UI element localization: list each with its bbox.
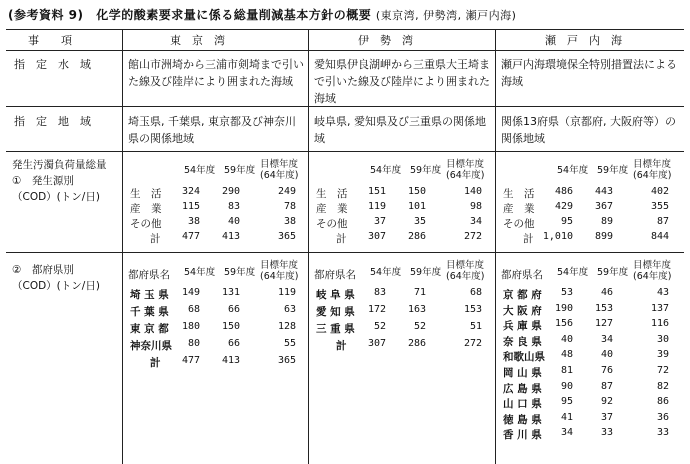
prefecture-value: 68 <box>469 287 482 298</box>
region-tokyo: 埼玉県, 千葉県, 東京都及び神奈川県の関係地域 <box>128 115 296 145</box>
source-value: 34 <box>469 216 482 227</box>
region-seto: 関係13府県（京都府, 大阪府等）の関係地域 <box>501 115 676 145</box>
prefecture-name: 徳 島 県 <box>503 413 542 426</box>
prefecture-value: 90 <box>560 380 573 392</box>
prefecture-name-header: 都府県名 <box>314 269 356 281</box>
prefecture-value: 53 <box>560 287 573 298</box>
prefecture-name: 埼 玉 県 <box>130 289 169 301</box>
source-category: その他 <box>316 218 348 230</box>
prefecture-value: 190 <box>554 302 573 314</box>
prefecture-value: 40 <box>560 333 573 345</box>
prefecture-value: 34 <box>600 333 613 345</box>
prefecture-value: 52 <box>373 321 386 332</box>
source-value: 367 <box>594 201 613 212</box>
prefecture-value: 33 <box>600 427 613 439</box>
source-category: 産 業 <box>316 203 348 215</box>
year-59-header: 59年度 <box>597 165 629 176</box>
prefecture-value: 413 <box>221 355 240 366</box>
prefecture-value: 95 <box>560 396 573 408</box>
table-top-border <box>6 29 684 30</box>
source-category: 計 <box>523 233 534 245</box>
prefecture-value: 48 <box>560 349 573 361</box>
prefecture-name: 計 <box>336 340 347 352</box>
prefecture-value: 66 <box>227 304 240 315</box>
prefecture-value: 150 <box>221 321 240 332</box>
source-category: 産 業 <box>130 203 162 215</box>
source-value: 150 <box>407 186 426 197</box>
prefecture-name: 愛 知 県 <box>316 306 355 318</box>
target-year-sub-header: (64年度) <box>446 170 485 181</box>
target-year-sub-header: (64年度) <box>633 271 672 282</box>
region-bottom-border <box>6 151 684 152</box>
header-item: 事 項 <box>28 34 72 47</box>
prefecture-name: 大 阪 府 <box>503 304 542 317</box>
water-area-ise: 愛知県伊良湖岬から三重県大王埼まで引いた線及び陸岸により囲まれた海域 <box>314 58 490 105</box>
target-year-header: 目標年度 <box>446 159 485 170</box>
source-value: 324 <box>181 186 200 197</box>
target-year-header: 目標年度 <box>633 260 672 271</box>
prefecture-value: 307 <box>367 338 386 349</box>
source-value: 95 <box>560 216 573 227</box>
prefecture-value: 477 <box>181 355 200 366</box>
target-year-header: 目標年度 <box>446 260 485 271</box>
source-category: 生 活 <box>316 188 348 200</box>
prefecture-value: 40 <box>600 349 613 361</box>
source-value: 119 <box>367 201 386 212</box>
year-59-header: 59年度 <box>224 267 256 278</box>
water-area-seto: 瀬戸内海環境保全特別措置法による海域 <box>501 58 677 88</box>
source-category: 生 活 <box>503 188 535 200</box>
prefecture-value: 163 <box>407 304 426 315</box>
prefecture-name: 奈 良 県 <box>503 335 542 348</box>
prefecture-value: 272 <box>463 338 482 349</box>
water-area-label: 指 定 水 域 <box>14 58 91 71</box>
prefecture-value: 137 <box>650 302 669 314</box>
source-label-3: （COD）(トン/日) <box>12 191 100 203</box>
header-bottom-border <box>6 50 684 51</box>
prefecture-label-1: ② 都府県別 <box>12 264 74 276</box>
prefecture-name: 香 川 県 <box>503 429 542 442</box>
prefecture-name: 計 <box>150 357 161 369</box>
prefecture-value: 46 <box>600 287 613 298</box>
prefecture-value: 149 <box>181 287 200 298</box>
prefecture-value: 68 <box>187 304 200 315</box>
prefecture-value: 127 <box>594 318 613 330</box>
target-year-sub-header: (64年度) <box>633 170 672 181</box>
prefecture-name: 神奈川県 <box>130 340 172 352</box>
year-59-header: 59年度 <box>410 267 442 278</box>
prefecture-value: 80 <box>187 338 200 349</box>
source-label-2: ① 発生源別 <box>12 175 74 187</box>
target-year-header: 目標年度 <box>260 159 299 170</box>
source-category: 計 <box>336 233 347 245</box>
prefecture-name: 千 葉 県 <box>130 306 169 318</box>
source-value: 307 <box>367 231 386 242</box>
prefecture-name: 兵 庫 県 <box>503 320 542 333</box>
prefecture-value: 41 <box>560 411 573 423</box>
source-value: 290 <box>221 186 240 197</box>
prefecture-value: 39 <box>656 349 669 361</box>
water-area-tokyo: 館山市洲埼から三浦市剣埼まで引いた線及び陸岸により囲まれた海域 <box>128 58 304 88</box>
source-value: 83 <box>227 201 240 212</box>
source-category: その他 <box>503 218 535 230</box>
prefecture-value: 365 <box>277 355 296 366</box>
prefecture-name: 岡 山 県 <box>503 367 542 379</box>
source-value: 98 <box>469 201 482 212</box>
prefecture-name: 山 口 県 <box>503 398 542 411</box>
prefecture-name: 岐 阜 県 <box>316 289 355 301</box>
source-value: 40 <box>227 216 240 227</box>
source-value: 477 <box>181 231 200 242</box>
source-value: 38 <box>283 216 296 227</box>
year-54-header: 54年度 <box>370 267 402 278</box>
document-title <box>8 6 516 23</box>
source-value: 286 <box>407 231 426 242</box>
title-main: 化学的酸素要求量に係る総量削減基本方針の概要 <box>96 8 372 22</box>
prefecture-value: 153 <box>463 304 482 315</box>
prefecture-name: 和歌山県 <box>503 351 545 364</box>
prefecture-value: 33 <box>656 427 669 439</box>
prefecture-value: 52 <box>413 321 426 332</box>
prefecture-name: 広 島 県 <box>503 382 542 395</box>
prefecture-name: 三 重 県 <box>316 323 355 335</box>
prefecture-value: 119 <box>277 287 296 298</box>
header-seto-inland-sea: 瀬 戸 内 海 <box>545 34 622 47</box>
prefecture-value: 156 <box>554 318 573 330</box>
column-divider-1 <box>122 29 123 464</box>
prefecture-value: 34 <box>560 427 573 439</box>
source-value: 37 <box>373 216 386 227</box>
region-label: 指 定 地 域 <box>14 115 91 128</box>
prefecture-value: 172 <box>367 304 386 315</box>
source-value: 151 <box>367 186 386 197</box>
source-value: 140 <box>463 186 482 197</box>
prefecture-name-header: 都府県名 <box>128 269 170 281</box>
source-label-1: 発生汚濁負荷量総量 <box>12 159 107 171</box>
source-value: 272 <box>463 231 482 242</box>
target-year-sub-header: (64年度) <box>260 271 299 282</box>
source-value: 89 <box>600 216 613 227</box>
prefecture-value: 153 <box>594 302 613 314</box>
source-value: 443 <box>594 186 613 197</box>
prefecture-value: 37 <box>600 411 613 423</box>
source-value: 413 <box>221 231 240 242</box>
prefecture-value: 180 <box>181 321 200 332</box>
prefecture-name-header: 都府県名 <box>501 269 543 281</box>
source-value: 249 <box>277 186 296 197</box>
prefecture-value: 128 <box>277 321 296 332</box>
source-value: 78 <box>283 201 296 212</box>
source-value: 402 <box>650 186 669 197</box>
year-59-header: 59年度 <box>410 165 442 176</box>
year-59-header: 59年度 <box>224 165 256 176</box>
source-value: 101 <box>407 201 426 212</box>
prefecture-value: 76 <box>600 365 613 376</box>
prefecture-value: 131 <box>221 287 240 298</box>
year-54-header: 54年度 <box>184 267 216 278</box>
year-54-header: 54年度 <box>557 267 589 278</box>
column-divider-2 <box>308 29 309 464</box>
source-category: 生 活 <box>130 188 162 200</box>
prefecture-value: 81 <box>560 365 573 376</box>
year-54-header: 54年度 <box>557 165 589 176</box>
prefecture-value: 92 <box>600 396 613 408</box>
header-ise-bay: 伊 勢 湾 <box>358 34 413 47</box>
year-59-header: 59年度 <box>597 267 629 278</box>
prefecture-value: 86 <box>656 396 669 408</box>
year-54-header: 54年度 <box>184 165 216 176</box>
prefecture-value: 55 <box>283 338 296 349</box>
target-year-sub-header: (64年度) <box>446 271 485 282</box>
source-value: 38 <box>187 216 200 227</box>
source-value: 1,010 <box>542 231 573 242</box>
prefecture-value: 286 <box>407 338 426 349</box>
source-category: 産 業 <box>503 203 535 215</box>
source-value: 35 <box>413 216 426 227</box>
title-subtitle: (東京湾, 伊勢湾, 瀬戸内海) <box>375 9 517 22</box>
prefecture-value: 43 <box>656 287 669 298</box>
prefecture-value: 71 <box>413 287 426 298</box>
prefecture-value: 72 <box>656 365 669 376</box>
target-year-header: 目標年度 <box>260 260 299 271</box>
header-tokyo-bay: 東 京 湾 <box>170 34 225 47</box>
region-ise: 岐阜県, 愛知県及び三重県の関係地域 <box>314 115 486 145</box>
source-value: 844 <box>650 231 669 242</box>
source-value: 486 <box>554 186 573 197</box>
source-value: 365 <box>277 231 296 242</box>
source-value: 87 <box>656 216 669 227</box>
prefecture-label-2: （COD）(トン/日) <box>12 280 100 292</box>
prefecture-value: 63 <box>283 304 296 315</box>
source-category: 計 <box>150 233 161 245</box>
prefecture-value: 51 <box>469 321 482 332</box>
reference-number: (参考資料 9) <box>8 8 84 22</box>
source-value: 429 <box>554 201 573 212</box>
source-value: 115 <box>181 201 200 212</box>
prefecture-value: 30 <box>656 333 669 345</box>
source-bottom-border <box>6 252 684 253</box>
target-year-sub-header: (64年度) <box>260 170 299 181</box>
source-value: 355 <box>650 201 669 212</box>
prefecture-value: 82 <box>656 380 669 392</box>
source-category: その他 <box>130 218 162 230</box>
year-54-header: 54年度 <box>370 165 402 176</box>
column-divider-3 <box>495 29 496 464</box>
prefecture-name: 京 都 府 <box>503 289 542 301</box>
prefecture-name: 東 京 都 <box>130 323 169 335</box>
prefecture-value: 83 <box>373 287 386 298</box>
prefecture-value: 66 <box>227 338 240 349</box>
prefecture-value: 87 <box>600 380 613 392</box>
prefecture-value: 116 <box>650 318 669 330</box>
target-year-header: 目標年度 <box>633 159 672 170</box>
prefecture-value: 36 <box>656 411 669 423</box>
source-value: 899 <box>594 231 613 242</box>
